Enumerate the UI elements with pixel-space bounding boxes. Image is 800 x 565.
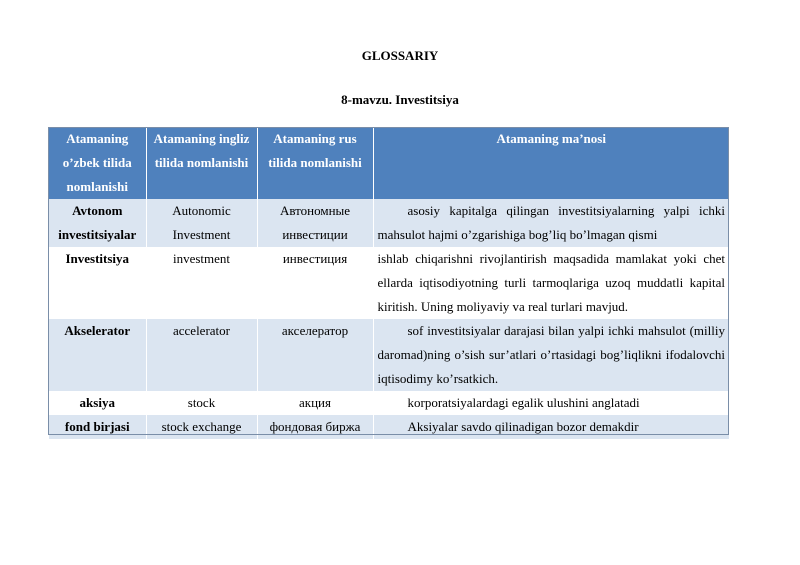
term-russian: акция [257, 391, 373, 415]
table-row [49, 415, 729, 439]
glossary-table [49, 127, 729, 439]
term-english: accelerator [146, 319, 257, 391]
term-english: stock [146, 391, 257, 415]
term-russian: Автономные инвестиции [257, 199, 373, 247]
header-english: Atamaning ingliz tilida nomlanishi [146, 127, 257, 199]
term-russian: акселератор [257, 319, 373, 391]
term-russian: фондовая биржа [257, 415, 373, 439]
table-row [49, 391, 729, 415]
term-english: stock exchange [146, 415, 257, 439]
meaning-text: Aksiyalar savdo qilinadigan bozor demakdir [407, 419, 639, 434]
table-header-row [49, 127, 729, 199]
meaning-text: korporatsiyalardagi egalik ulushini anglatadi [407, 395, 640, 410]
term-uzbek: Investitsiya [49, 247, 146, 319]
term-meaning: ishlab chiqarishni rivojlantirish maqsadida mamlakat yoki chet ellarda iqtisodiyotning turli tarmoqlariga uzoq muddatli kapital kiritish. Uning moliyaviy va real turlari mavjud. [373, 247, 729, 319]
table-row [49, 247, 729, 319]
table-row [49, 319, 729, 391]
term-uzbek: Avtonom investitsiyalar [49, 199, 146, 247]
term-meaning [373, 415, 729, 439]
term-meaning [373, 391, 729, 415]
meaning-text: sof investitsiyalar darajasi bilan yalpi ichki mahsulot (milliy daromad)ning o’sish sur’atlari o’rtasidagi bog’liqlikni ifodalovchi iqtisodimy ko’rsatkich. [377, 323, 725, 386]
table-row [49, 199, 729, 247]
term-meaning [373, 319, 729, 391]
term-english: investment [146, 247, 257, 319]
document-subtitle: 8-mavzu. Investitsiya [341, 92, 459, 107]
term-uzbek: Akselerator [49, 319, 146, 391]
header-russian: Atamaning rus tilida nomlanishi [257, 127, 373, 199]
document-title: GLOSSARIY [361, 48, 439, 63]
term-english: Autonomic Investment [146, 199, 257, 247]
term-russian: инвестиция [257, 247, 373, 319]
header-meaning: Atamaning ma’nosi [373, 127, 729, 199]
term-uzbek: fond birjasi [49, 415, 146, 439]
meaning-text: asosiy kapitalga qilingan investitsiyalarning yalpi ichki mahsulot hajmi o’zgarishiga bog’liq bo’lmagan qismi [377, 203, 725, 242]
header-uzbek: Atamaning o’zbek tilida nomlanishi [49, 127, 146, 199]
term-meaning [373, 199, 729, 247]
term-uzbek: aksiya [49, 391, 146, 415]
